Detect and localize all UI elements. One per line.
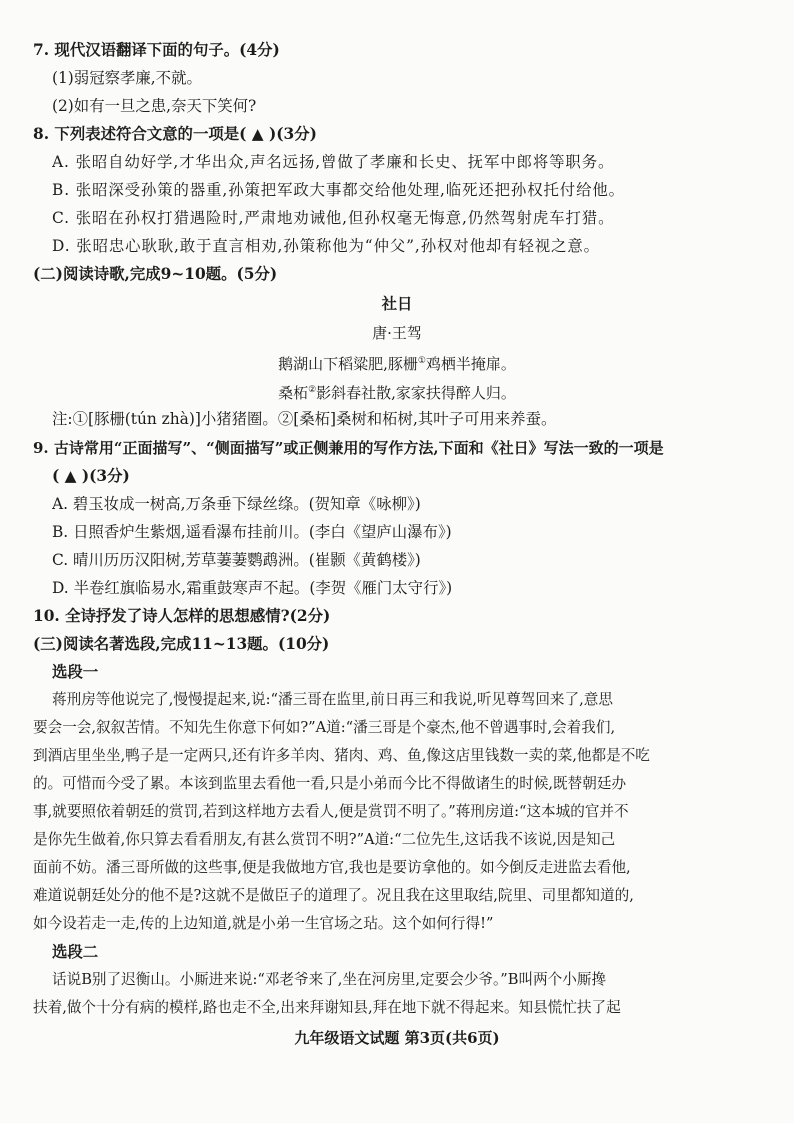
- passage-1-line: 要会一会,叙叙苦情。不知先生你意下何如?”A道:“潘三哥是个豪杰,他不曾遇事时,会着我们,: [33, 719, 616, 736]
- q7-s2-pre: (2)如有一: [52, 97, 120, 115]
- page-footer: 九年级语文试题 第3页(共6页): [294, 1029, 500, 1047]
- poem-line-2-post: 影斜春社散,家家扶得醉人归。: [316, 384, 516, 400]
- poem-title: 社日: [381, 295, 413, 313]
- q9-option-c: C. 晴川历历汉阳树,芳草萋萋鹦鹉洲。(崔颢《黄鹤楼》): [52, 551, 421, 569]
- poem-line-1: [0, 351, 794, 371]
- footnote-marker-2: ②: [308, 385, 317, 395]
- poem-author: 唐·王驾: [372, 324, 422, 342]
- passage-1-line: 的。可惜而今受了累。本该到监里去看他一看,只是小弟而今比不得做诸生的时候,既替朝廷办: [33, 775, 627, 792]
- passage-1-line: 事,就要照依着朝廷的赏罚,若到这样地方去看人,便是赏罚不明了。”蒋刑房道:“这本城的官并不: [33, 803, 629, 820]
- q7-s1-dotted: 察: [104, 69, 120, 87]
- poem-note: 注:①[豚栅(tún zhà)]小猪猪圈。②[桑柘]桑树和柘树,其叶子可用来养蚕。: [52, 410, 557, 428]
- selection-1-title: 选段一: [52, 663, 99, 681]
- section2-heading: (二)阅读诗歌,完成9~10题。(5分): [33, 265, 278, 283]
- selection-2-title: 选段二: [52, 943, 99, 961]
- poem-line-1-post: 鸡栖半掩扉。: [425, 355, 516, 371]
- poem-line-1-pre: 鹅湖山下稻粱肥,豚栅: [278, 355, 418, 371]
- passage-1-line: 难道说朝廷处分的他不是?这就不是做臣子的道理了。况且我在这里取结,院里、司里都知道的,: [33, 887, 634, 904]
- q7-s2-dotted: 旦: [119, 97, 136, 115]
- passage-2-line: 话说B别了迟衡山。小厮进来说:“邓老爷来了,坐在河房里,定要会少爷。”B叫两个小厮搀: [52, 971, 607, 988]
- q7-s1-pre: (1)弱冠: [52, 69, 105, 87]
- poem-line-2-pre: 桑柘: [278, 384, 309, 400]
- passage-1-line: 到酒店里坐坐,鸭子是一定两只,还有许多羊肉、猪肉、鸡、鱼,像这店里钱数一卖的菜,他都是不吃: [33, 747, 650, 764]
- q8-option-a: A. 张昭自幼好学,才华出众,声名远扬,曾做了孝廉和长史、抚军中郎将等职务。: [52, 153, 615, 171]
- section3-heading: (三)阅读名著选段,完成11~13题。(10分): [33, 635, 330, 653]
- footnote-marker-1: ①: [417, 356, 426, 366]
- q9-title-answer: ( ▲ )(3分): [52, 467, 130, 485]
- q9-option-b: B. 日照香炉生紫烟,遥看瀑布挂前川。(李白《望庐山瀑布》): [52, 523, 452, 541]
- q8-option-b: B. 张昭深受孙策的器重,孙策把军政大事都交给他处理,临死还把孙权托付给他。: [52, 181, 625, 199]
- passage-1-line: 蒋刑房等他说完了,慢慢提起来,说:“潘三哥在监里,前日再三和我说,听见尊驾回来了,意思: [52, 691, 613, 708]
- q9-option-d: D. 半卷红旗临易水,霜重鼓寒声不起。(李贺《雁门太守行》): [52, 579, 453, 597]
- q7-sentence-2: [52, 96, 256, 116]
- q7-s1-post: 孝廉,不就。: [120, 69, 202, 87]
- passage-1-line: 是你先生做着,你只算去看看朋友,有甚么赏罚不明?”A道:“二位先生,这话我不该说,因是知己: [33, 831, 616, 848]
- passage-1-line: 如今设若走一走,传的上边知道,就是小弟一生官场之玷。这个如何行得!”: [33, 915, 494, 932]
- passage-1-line: 面前不妨。潘三哥所做的这些事,便是我做地方官,我也是要访拿他的。如今倒反走进监去看他,: [33, 859, 631, 876]
- q8-option-d: D. 张昭忠心耿耿,敢于直言相劝,孙策称他为“仲父”,孙权对他却有轻视之意。: [52, 237, 600, 255]
- q7-s2-post: 之患,奈天下笑何?: [135, 97, 257, 115]
- q10-title: 10. 全诗抒发了诗人怎样的思想感情?(2分): [33, 607, 331, 625]
- poem-line-2: [0, 380, 794, 400]
- passage-2-line: 扶着,做个十分有病的模样,路也走不全,出来拜谢知县,拜在地下就不得起来。知县慌忙扶了起: [33, 999, 621, 1016]
- q8-option-c: C. 张昭在孙权打猎遇险时,严肃地劝诫他,但孙权毫无悔意,仍然驾射虎车打猎。: [52, 209, 615, 227]
- q9-title: 9. 古诗常用“正面描写”、“侧面描写”或正侧兼用的写作方法,下面和《社日》写法一致的一项是: [33, 439, 664, 457]
- q7-title: 7. 现代汉语翻译下面的句子。(4分): [33, 41, 280, 59]
- q8-title: 8. 下列表述符合文意的一项是( ▲ )(3分): [33, 125, 317, 143]
- q7-sentence-1: [52, 68, 202, 88]
- q9-option-a: A. 碧玉妆成一树高,万条垂下绿丝绦。(贺知章《咏柳》): [52, 495, 421, 513]
